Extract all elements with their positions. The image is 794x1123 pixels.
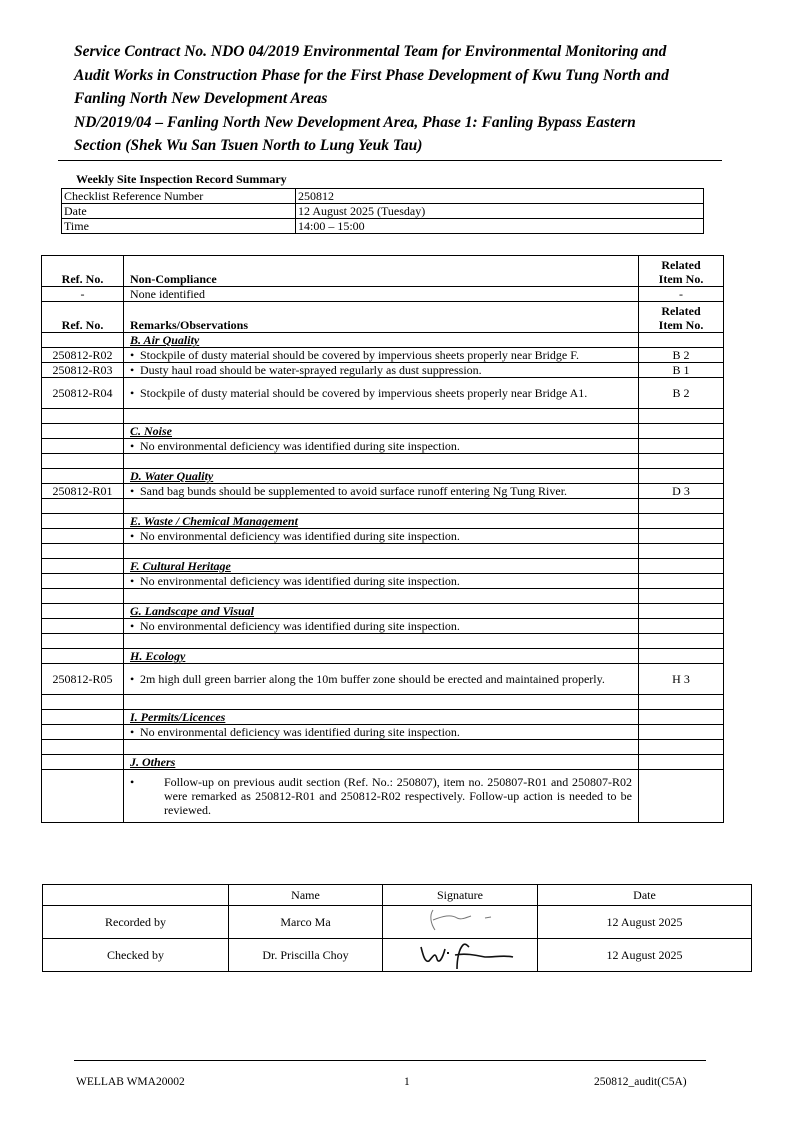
table-row bbox=[42, 619, 724, 634]
summary-label: Time bbox=[62, 219, 296, 234]
ref-no: 250812-R04 bbox=[42, 378, 124, 409]
ref-no: - bbox=[42, 287, 124, 302]
followup-text: Follow-up on previous audit section (Ref. No.: 250807), item no. 250807-R01 and 250807-R02 were remarked as 250812-R01 and 250812-R02 respectively. Follow-up action is needed to be reviewed. bbox=[164, 775, 632, 817]
ref-no: 250812-R01 bbox=[42, 484, 124, 499]
signoff-date: 12 August 2025 bbox=[538, 939, 752, 972]
remark-item: No environmental deficiency was identified during site inspection. bbox=[140, 529, 460, 543]
table-row bbox=[42, 439, 724, 454]
summary-label: Checklist Reference Number bbox=[62, 189, 296, 204]
section-title: H. Ecology bbox=[124, 649, 639, 664]
table-row bbox=[42, 770, 724, 823]
bullet-icon: • bbox=[130, 363, 135, 377]
remark-text bbox=[124, 363, 639, 378]
inspection-table bbox=[41, 255, 724, 823]
remark-item: No environmental deficiency was identified during site inspection. bbox=[140, 619, 460, 633]
section-row bbox=[42, 755, 724, 770]
related-item: H 3 bbox=[639, 664, 724, 695]
name-header: Name bbox=[229, 885, 383, 906]
summary-label: Date bbox=[62, 204, 296, 219]
title-line: Section (Shek Wu San Tsuen North to Lung Yeuk Tau) bbox=[74, 137, 423, 154]
spacer-row bbox=[42, 634, 724, 649]
remark-item: Stockpile of dusty material should be covered by impervious sheets properly near Bridge F. bbox=[140, 348, 579, 362]
remark-text bbox=[124, 725, 639, 740]
remark-item: Dusty haul road should be water-sprayed regularly as dust suppression. bbox=[140, 363, 482, 377]
title-line: Fanling North New Development Areas bbox=[74, 90, 328, 107]
bullet-icon: • bbox=[130, 348, 135, 362]
remark-item: 2m high dull green barrier along the 10m buffer zone should be erected and maintained properly. bbox=[140, 672, 605, 686]
footer-left: WELLAB WMA20002 bbox=[76, 1076, 185, 1088]
remark-text bbox=[124, 574, 639, 589]
section-title: E. Waste / Chemical Management bbox=[124, 514, 639, 529]
remark-item: No environmental deficiency was identified during site inspection. bbox=[140, 574, 460, 588]
signature-image bbox=[385, 939, 535, 967]
section-row bbox=[42, 649, 724, 664]
remark-text bbox=[124, 619, 639, 634]
bullet-icon: • bbox=[130, 672, 135, 686]
spacer-row bbox=[42, 454, 724, 469]
remark-text bbox=[124, 484, 639, 499]
related-item: B 2 bbox=[639, 378, 724, 409]
related-item: D 3 bbox=[639, 484, 724, 499]
section-row bbox=[42, 604, 724, 619]
signature-recorded bbox=[383, 906, 538, 939]
table-row bbox=[42, 287, 724, 302]
bullet-icon: • bbox=[130, 619, 135, 633]
signature-image bbox=[385, 906, 535, 934]
section-row bbox=[42, 559, 724, 574]
signoff-date: 12 August 2025 bbox=[538, 906, 752, 939]
section-title: J. Others bbox=[124, 755, 639, 770]
section-row bbox=[42, 469, 724, 484]
summary-row bbox=[62, 204, 704, 219]
page-number: 1 bbox=[404, 1076, 410, 1088]
signature-checked bbox=[383, 939, 538, 972]
ref-no: 250812-R03 bbox=[42, 363, 124, 378]
spacer-row bbox=[42, 695, 724, 710]
section-row bbox=[42, 514, 724, 529]
bullet-icon: • bbox=[130, 386, 135, 400]
related-header-line: Item No. bbox=[658, 272, 704, 286]
remark-item: Sand bag bunds should be supplemented to avoid surface runoff entering Ng Tung River. bbox=[140, 484, 568, 498]
signoff-header-row bbox=[43, 885, 752, 906]
related-item-header bbox=[639, 302, 724, 333]
ref-no-header: Ref. No. bbox=[42, 256, 124, 287]
title-line: Audit Works in Construction Phase for the First Phase Development of Kwu Tung North and bbox=[74, 66, 669, 84]
spacer-row bbox=[42, 740, 724, 755]
bullet-icon: • bbox=[130, 484, 135, 498]
followup-cell bbox=[124, 770, 639, 823]
remark-text bbox=[124, 664, 639, 695]
related-item: B 1 bbox=[639, 363, 724, 378]
section-title: C. Noise bbox=[124, 424, 639, 439]
spacer-row bbox=[42, 589, 724, 604]
table-row bbox=[42, 348, 724, 363]
title-line: Service Contract No. NDO 04/2019 Environmental Team for Environmental Monitoring and bbox=[74, 43, 667, 60]
signoff-table bbox=[42, 884, 752, 972]
section-row bbox=[42, 333, 724, 348]
section-title: G. Landscape and Visual bbox=[124, 604, 639, 619]
remark-text bbox=[124, 348, 639, 363]
table-row bbox=[42, 725, 724, 740]
noncompliance-header-row bbox=[42, 256, 724, 287]
footer-right: 250812_audit(C5A) bbox=[594, 1076, 687, 1088]
title-line: ND/2019/04 – Fanling North New Development Area, Phase 1: Fanling Bypass Eastern bbox=[74, 113, 636, 131]
section-title: B. Air Quality bbox=[124, 333, 639, 348]
spacer-row bbox=[42, 409, 724, 424]
signoff-name: Marco Ma bbox=[229, 906, 383, 939]
title-divider bbox=[58, 160, 722, 161]
ref-no: 250812-R02 bbox=[42, 348, 124, 363]
signoff-name: Dr. Priscilla Choy bbox=[229, 939, 383, 972]
related-item: - bbox=[639, 287, 724, 302]
table-row bbox=[42, 529, 724, 544]
document-title bbox=[74, 40, 724, 158]
bullet-icon: • bbox=[130, 439, 135, 453]
section-row bbox=[42, 710, 724, 725]
footer-divider bbox=[74, 1060, 706, 1061]
related-header-line: Related bbox=[661, 304, 701, 318]
table-row bbox=[42, 664, 724, 695]
related-item: B 2 bbox=[639, 348, 724, 363]
section-title: F. Cultural Heritage bbox=[124, 559, 639, 574]
summary-caption: Weekly Site Inspection Record Summary bbox=[76, 172, 287, 186]
table-row bbox=[42, 574, 724, 589]
signoff-role: Recorded by bbox=[43, 906, 229, 939]
summary-table bbox=[61, 188, 704, 234]
signoff-role: Checked by bbox=[43, 939, 229, 972]
section-title: D. Water Quality bbox=[124, 469, 639, 484]
spacer-row bbox=[42, 499, 724, 514]
summary-row bbox=[62, 189, 704, 204]
remark-text bbox=[124, 529, 639, 544]
noncompliance-text: None identified bbox=[124, 287, 639, 302]
table-row bbox=[42, 363, 724, 378]
section-title: I. Permits/Licences bbox=[124, 710, 639, 725]
remark-item: Stockpile of dusty material should be covered by impervious sheets properly near Bridge A1. bbox=[140, 386, 588, 400]
bullet-icon: • bbox=[130, 775, 135, 789]
related-header-line: Item No. bbox=[658, 318, 704, 332]
remark-text bbox=[124, 439, 639, 454]
table-row bbox=[42, 378, 724, 409]
summary-row bbox=[62, 219, 704, 234]
bullet-icon: • bbox=[130, 529, 135, 543]
section-row bbox=[42, 424, 724, 439]
signature-header: Signature bbox=[383, 885, 538, 906]
bullet-icon: • bbox=[130, 574, 135, 588]
spacer-row bbox=[42, 544, 724, 559]
table-row bbox=[42, 484, 724, 499]
bullet-icon: • bbox=[130, 725, 135, 739]
summary-value: 250812 bbox=[296, 189, 704, 204]
summary-value: 14:00 – 15:00 bbox=[296, 219, 704, 234]
date-header: Date bbox=[538, 885, 752, 906]
signoff-row bbox=[43, 939, 752, 972]
remark-item: No environmental deficiency was identified during site inspection. bbox=[140, 725, 460, 739]
ref-no-header: Ref. No. bbox=[42, 302, 124, 333]
related-header-line: Related bbox=[661, 258, 701, 272]
remark-text bbox=[124, 378, 639, 409]
related-item-header bbox=[639, 256, 724, 287]
ref-no: 250812-R05 bbox=[42, 664, 124, 695]
noncompliance-header: Non-Compliance bbox=[124, 256, 639, 287]
remarks-header: Remarks/Observations bbox=[124, 302, 639, 333]
signoff-row bbox=[43, 906, 752, 939]
summary-value: 12 August 2025 (Tuesday) bbox=[296, 204, 704, 219]
remark-item: No environmental deficiency was identified during site inspection. bbox=[140, 439, 460, 453]
remarks-header-row bbox=[42, 302, 724, 333]
